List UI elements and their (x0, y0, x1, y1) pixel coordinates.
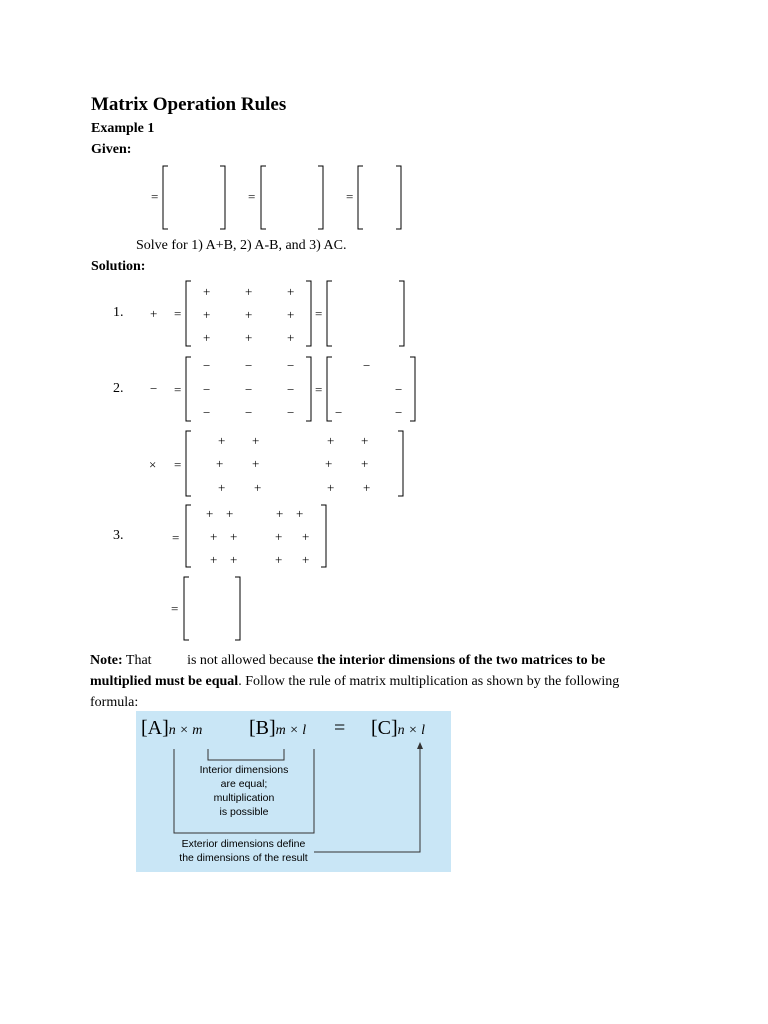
step-2-entry: − (245, 405, 253, 420)
step-1-entry: + (245, 284, 253, 299)
step-3-sum-entry: + (296, 506, 304, 521)
formula-a-symbol: [A] (141, 717, 169, 739)
step-3-product-entry: + (361, 456, 369, 471)
example-label: Example 1 (91, 121, 155, 136)
interior-label-line: are equal; (220, 778, 268, 790)
step-3-sum-entry: + (210, 529, 218, 544)
step-3-product-entry: + (254, 480, 262, 495)
step-1-entry: + (203, 307, 211, 322)
solve-instructions: Solve for 1) A+B, 2) A-B, and 3) AC. (136, 238, 347, 253)
note-bold-text: the interior dimensions of the two matrices to be multiplied must be equal (90, 653, 606, 689)
step-3-equals: = (174, 457, 182, 472)
step-2-entry: − (287, 358, 295, 373)
step-1-equals-2: = (315, 306, 323, 321)
page-title: Matrix Operation Rules (91, 94, 287, 115)
step-3-sum-entry: + (275, 552, 283, 567)
step-2-equals: = (174, 382, 182, 397)
step-3-sum-entry: + (276, 506, 284, 521)
step-2-result-entry: − (335, 405, 343, 420)
step-1-entry: + (287, 330, 295, 345)
given-label: Given: (91, 142, 132, 157)
formula-equals: = (334, 717, 346, 739)
step-3-sum-entry: + (230, 552, 238, 567)
step-3-product-entry: + (327, 480, 335, 495)
step-3-equals-2: = (172, 530, 180, 545)
step-1-entry: + (287, 284, 295, 299)
step-3-number: 3. (113, 528, 124, 543)
interior-label-line: multiplication (213, 792, 275, 804)
step-1-entry: + (203, 284, 211, 299)
step-3-sum-entry: + (226, 506, 234, 521)
step-3-product-entry: + (252, 433, 260, 448)
step-1-entry: + (287, 307, 295, 322)
formula-c-symbol: [C] (371, 717, 398, 739)
step-3-operator: × (149, 457, 157, 472)
step-2-operator: − (150, 381, 158, 396)
note-text-3: . Follow the rule of matrix multiplication as shown by the following formula: (90, 674, 620, 710)
interior-dimensions-label (184, 763, 304, 819)
matrix-multiplication-diagram (136, 711, 451, 872)
formula-b-dims: m × l (275, 723, 307, 738)
step-2-equals-2: = (315, 382, 323, 397)
step-3-product-entry: + (325, 456, 333, 471)
step-1-entry: + (245, 330, 253, 345)
step-2-entry: − (245, 358, 253, 373)
step-2-entry: − (203, 382, 211, 397)
step-1-entry: + (203, 330, 211, 345)
step-1-number: 1. (113, 305, 124, 320)
solution-label: Solution: (91, 259, 146, 274)
exterior-label-line: Exterior dimensions define (181, 838, 306, 850)
step-3-sum-entry: + (275, 529, 283, 544)
note-paragraph (90, 650, 670, 713)
step-2-entry: − (287, 405, 295, 420)
step-3-product-entry: + (361, 433, 369, 448)
formula-b-symbol: [B] (249, 717, 276, 739)
step-3-sum-entry: + (210, 552, 218, 567)
step-3-product-entry: + (363, 480, 371, 495)
step-3-sum-entry: + (302, 552, 310, 567)
step-2-entry: − (245, 382, 253, 397)
exterior-label-line: the dimensions of the result (179, 852, 308, 864)
step-3-sum-entry: + (206, 506, 214, 521)
step-2-entry: − (203, 405, 211, 420)
step-1-equals: = (174, 306, 182, 321)
step-2-result-entry: − (395, 405, 403, 420)
step-3-equals-3: = (171, 601, 179, 616)
step-2-number: 2. (113, 381, 124, 396)
given-equals-b: = (248, 189, 256, 204)
interior-label-line: is possible (219, 806, 269, 818)
step-2-result-entry: − (363, 358, 371, 373)
step-3-product-entry: + (218, 480, 226, 495)
step-2-entry: − (203, 358, 211, 373)
note-text-2: is not allowed because (183, 653, 317, 668)
step-2-result-entry: − (395, 382, 403, 397)
step-3-sum-entry: + (230, 529, 238, 544)
note-label: Note: (90, 653, 123, 668)
note-text-1: That (122, 653, 152, 668)
formula-c-dims: n × l (397, 723, 426, 738)
step-3-product-entry: + (216, 456, 224, 471)
step-2-entry: − (287, 382, 295, 397)
formula-a-dims: n × m (168, 723, 203, 738)
step-3-product-entry: + (218, 433, 226, 448)
given-equals-a: = (151, 189, 159, 204)
step-1-operator: + (150, 306, 158, 321)
step-3-sum-entry: + (302, 529, 310, 544)
exterior-dimensions-label (166, 837, 321, 865)
step-1-entry: + (245, 307, 253, 322)
interior-label-line: Interior dimensions (199, 764, 289, 776)
given-equals-c: = (346, 189, 354, 204)
step-3-product-entry: + (252, 456, 260, 471)
step-3-product-entry: + (327, 433, 335, 448)
